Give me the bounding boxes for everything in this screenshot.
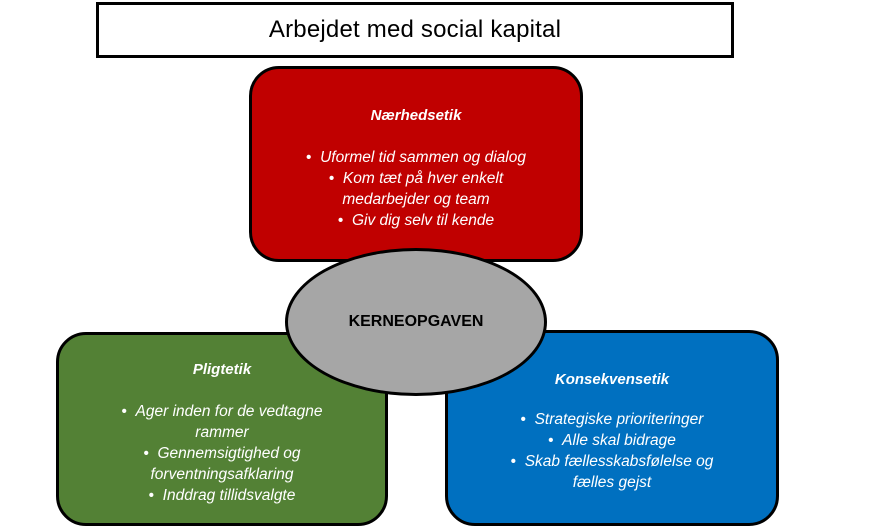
list-item: • Ager inden for de vedtagne rammer — [79, 401, 365, 443]
list-item: • Kom tæt på hver enkelt medarbejder og team — [280, 168, 552, 210]
list-item: • Skab fællesskabsfølelse og fælles gejst — [468, 451, 756, 493]
list-item: • Gennemsigtighed og forventningsafklaring — [79, 443, 365, 485]
diagram-title: Arbejdet med social kapital — [268, 16, 562, 43]
konsekvensetik-list — [468, 409, 756, 493]
list-item: • Uformel tid sammen og dialog — [280, 147, 552, 168]
title-box — [96, 2, 734, 58]
naerhedsetik-list — [280, 147, 552, 231]
list-item: • Inddrag tillidsvalgte — [79, 485, 365, 506]
list-item: • Giv dig selv til kende — [280, 210, 552, 231]
list-item: • Alle skal bidrage — [468, 430, 756, 451]
naerhedsetik-card — [249, 66, 583, 262]
list-item: • Strategiske prioriteringer — [468, 409, 756, 430]
kerneopgaven-ellipse — [285, 248, 547, 396]
pligtetik-title: Pligtetik — [192, 361, 252, 378]
konsekvensetik-title: Konsekvensetik — [554, 371, 670, 388]
naerhedsetik-title: Nærhedsetik — [370, 107, 462, 124]
kerneopgaven-label: KERNEOPGAVEN — [348, 313, 484, 330]
pligtetik-list — [79, 401, 365, 506]
